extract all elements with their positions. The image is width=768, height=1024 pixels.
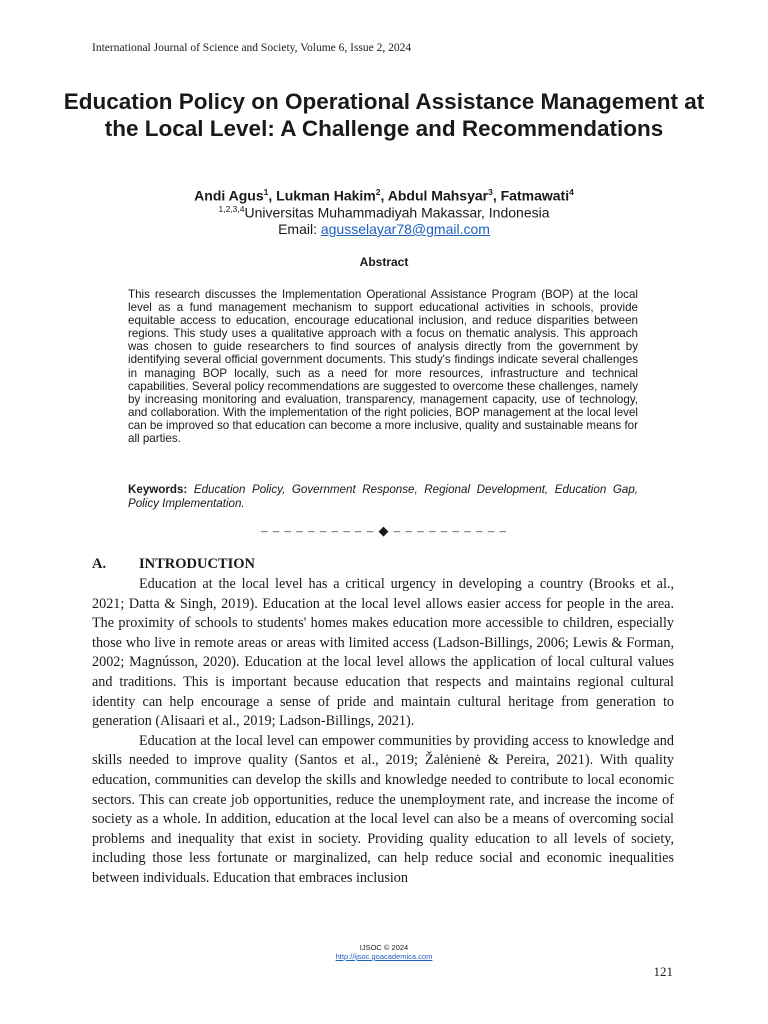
abstract-text: This research discusses the Implementation Operational Assistance Program (BOP) at the local level as a fund management mechanism to support educational activities in schools, provide equitable access to education, encourage educational inclusion, and reduce disparities between regions. This study uses a qualitative approach with a focus on thematic analysis. This approach was chosen to guide researchers to find sources of analysis directly from the government by identifying several official government documents. This study's findings indicate several challenges in managing BOP locally, such as a need for more resources, infrastructure and technical capabilities. Several policy recommendations are suggested to overcome these challenges, namely by increasing monitoring and evaluation, transparency, management capacity, use of technology, and collaboration. With the implementation of the right policies, BOP management at the local level can be improved so that education can become a more inclusive, quality and sustainable means for all parties. <box>128 288 638 446</box>
author-separator: , <box>492 187 501 204</box>
page-number: 121 <box>653 964 673 979</box>
section-divider: – – – – – – – – – – ◆ – – – – – – – – – – <box>261 523 507 538</box>
journal-url-link[interactable]: http://ijsoc.goacademica.com <box>335 952 433 961</box>
section-heading <box>92 556 255 573</box>
introduction-body <box>92 575 674 889</box>
affiliation-marker: 1,2,3,4 <box>218 204 245 214</box>
author-name: Andi Agus <box>194 187 264 204</box>
author-name: Lukman Hakim <box>276 187 376 204</box>
section-letter: A. <box>92 556 107 572</box>
running-header: International Journal of Science and Society, Volume 6, Issue 2, 2024 <box>92 42 412 54</box>
keywords-label: Keywords: <box>128 483 194 496</box>
paragraph: Education at the local level can empower communities by providing access to knowledge and skills needed to improve quality (Santos et al., 2019; Žalėnienė & Pereira, 2021). With quality education, communities can develop the skills and knowledge needed to contribute to local economic sectors. This can create job opportunities, reduce the unemployment rate, and increase the income of society as a whole. In addition, education at the local level can also be a means of overcoming social problems and inequality that exist in society. Providing quality education to all levels of society, including those less fortunate or marginalized, can help reduce social and economic inequalities between individuals. Education that embraces inclusion <box>92 732 674 886</box>
paragraph: Education at the local level has a critical urgency in developing a country (Brooks et al., 2021; Datta & Singh, 2019). Education at the local level allows easier access for people in the area. The proximity of schools to students' homes makes education more accessible to children, especially those who live in remote areas or areas with limited access (Ladson-Billings, 2006; Lewis & Forman, 2002; Magnússon, 2020). Education at the local level allows the application of local cultural values and traditions. This is important because education that respects and maintains regional cultural identity can help encourage a sense of pride and maintain cultural heritage from generation to generation (Alisaari et al., 2019; Ladson-Billings, 2021). <box>92 576 674 730</box>
article-title: Education Policy on Operational Assistance Management at the Local Level: A Challenge and Recommendations <box>63 89 705 141</box>
author-affiliation-marker: 1 <box>263 187 269 197</box>
affiliation <box>60 204 708 221</box>
keywords <box>128 483 638 511</box>
author-name: Abdul Mahsyar <box>387 187 489 204</box>
author-affiliation-marker: 4 <box>569 187 574 197</box>
author-separator: , <box>380 187 388 204</box>
email-label: Email: <box>278 221 321 237</box>
abstract-heading: Abstract <box>359 255 409 269</box>
section-title: INTRODUCTION <box>139 556 256 572</box>
keywords-list: Education Policy, Government Response, Regional Development, Education Gap, Policy Implementation. <box>128 483 638 510</box>
affiliation-text: Universitas Muhammadiyah Makassar, Indonesia <box>244 204 550 221</box>
footer-copyright: IJSOC © 2024 <box>359 943 409 952</box>
author-list <box>60 187 708 204</box>
author-affiliation-marker: 2 <box>375 187 381 197</box>
footer-url <box>0 952 768 961</box>
email-link[interactable]: agusselayar78@gmail.com <box>320 221 490 237</box>
author-affiliation-marker: 3 <box>488 187 493 197</box>
email-line <box>60 221 708 237</box>
author-name: Fatmawati <box>500 187 570 204</box>
author-separator: , <box>268 187 277 204</box>
